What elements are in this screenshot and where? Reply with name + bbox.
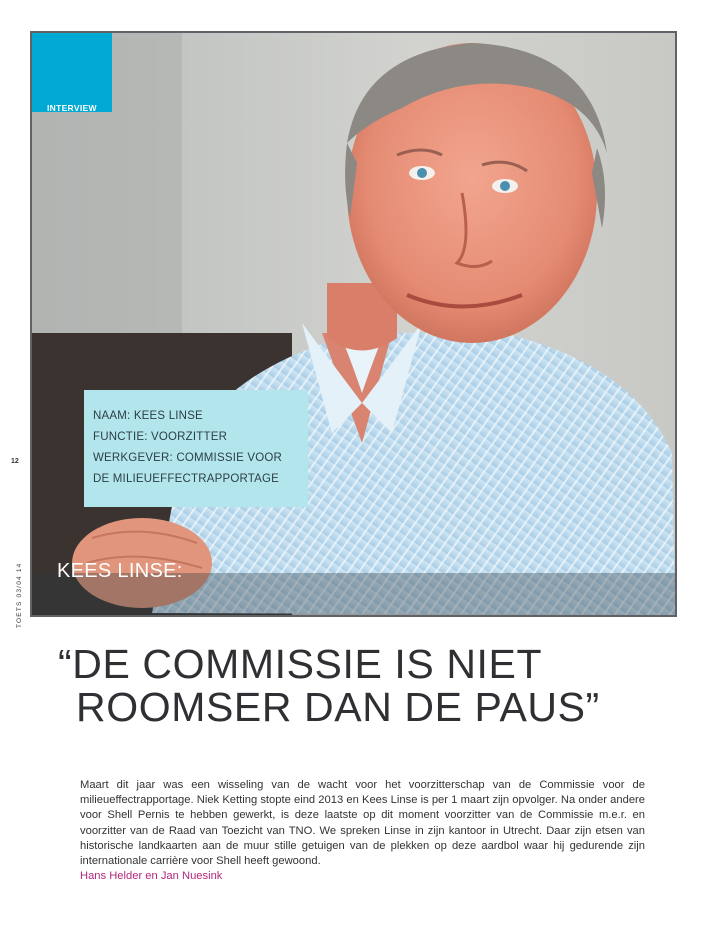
byline: Hans Helder en Jan Nuesink: [80, 870, 223, 882]
portrait-photo: [30, 31, 677, 617]
info-employer: WERKGEVER: COMMISSIE VOOR: [93, 452, 283, 464]
name-overlay: KEES LINSE:: [57, 560, 183, 582]
portrait-illustration: [32, 33, 675, 615]
magazine-folio: TOETS 03/04 14: [16, 562, 23, 628]
section-tag: [32, 33, 112, 112]
intro-text: [80, 778, 645, 869]
page-number: 12: [11, 458, 19, 465]
headline: [58, 643, 600, 729]
intro-paragraph: Maart dit jaar was een wisseling van de wacht voor het voorzitterschap van de Commissie voor de milieueffectrapportage. Niek Ketting stopte eind 2013 en Kees Linse is per 1 maart zijn opvolger. Na onder andere voor Shell Pernis te hebben gewerkt, is deze laatste op dit moment voorzitter van de Commissie m.e.r. en voorzitter van de Raad van Toezicht van TNO. We spreken Linse in zijn kantoor in Utrecht. Daar zijn etsen van historische landkaarten aan de muur stille getuigen van de plekken op deze aardbol waar hij gedurende zijn internationale carrière voor Shell heeft gewoond.: [80, 779, 645, 868]
section-label: INTERVIEW: [47, 103, 97, 113]
headline-line-2: ROOMSER DAN DE PAUS”: [76, 684, 600, 730]
info-name: NAAM: KEES LINSE: [93, 410, 203, 422]
info-function: FUNCTIE: VOORZITTER: [93, 431, 228, 443]
profile-info-box: [84, 390, 308, 507]
info-employer-cont: DE MILIEUEFFECTRAPPORTAGE: [93, 473, 280, 485]
headline-line-1: “DE COMMISSIE IS NIET: [58, 641, 543, 687]
